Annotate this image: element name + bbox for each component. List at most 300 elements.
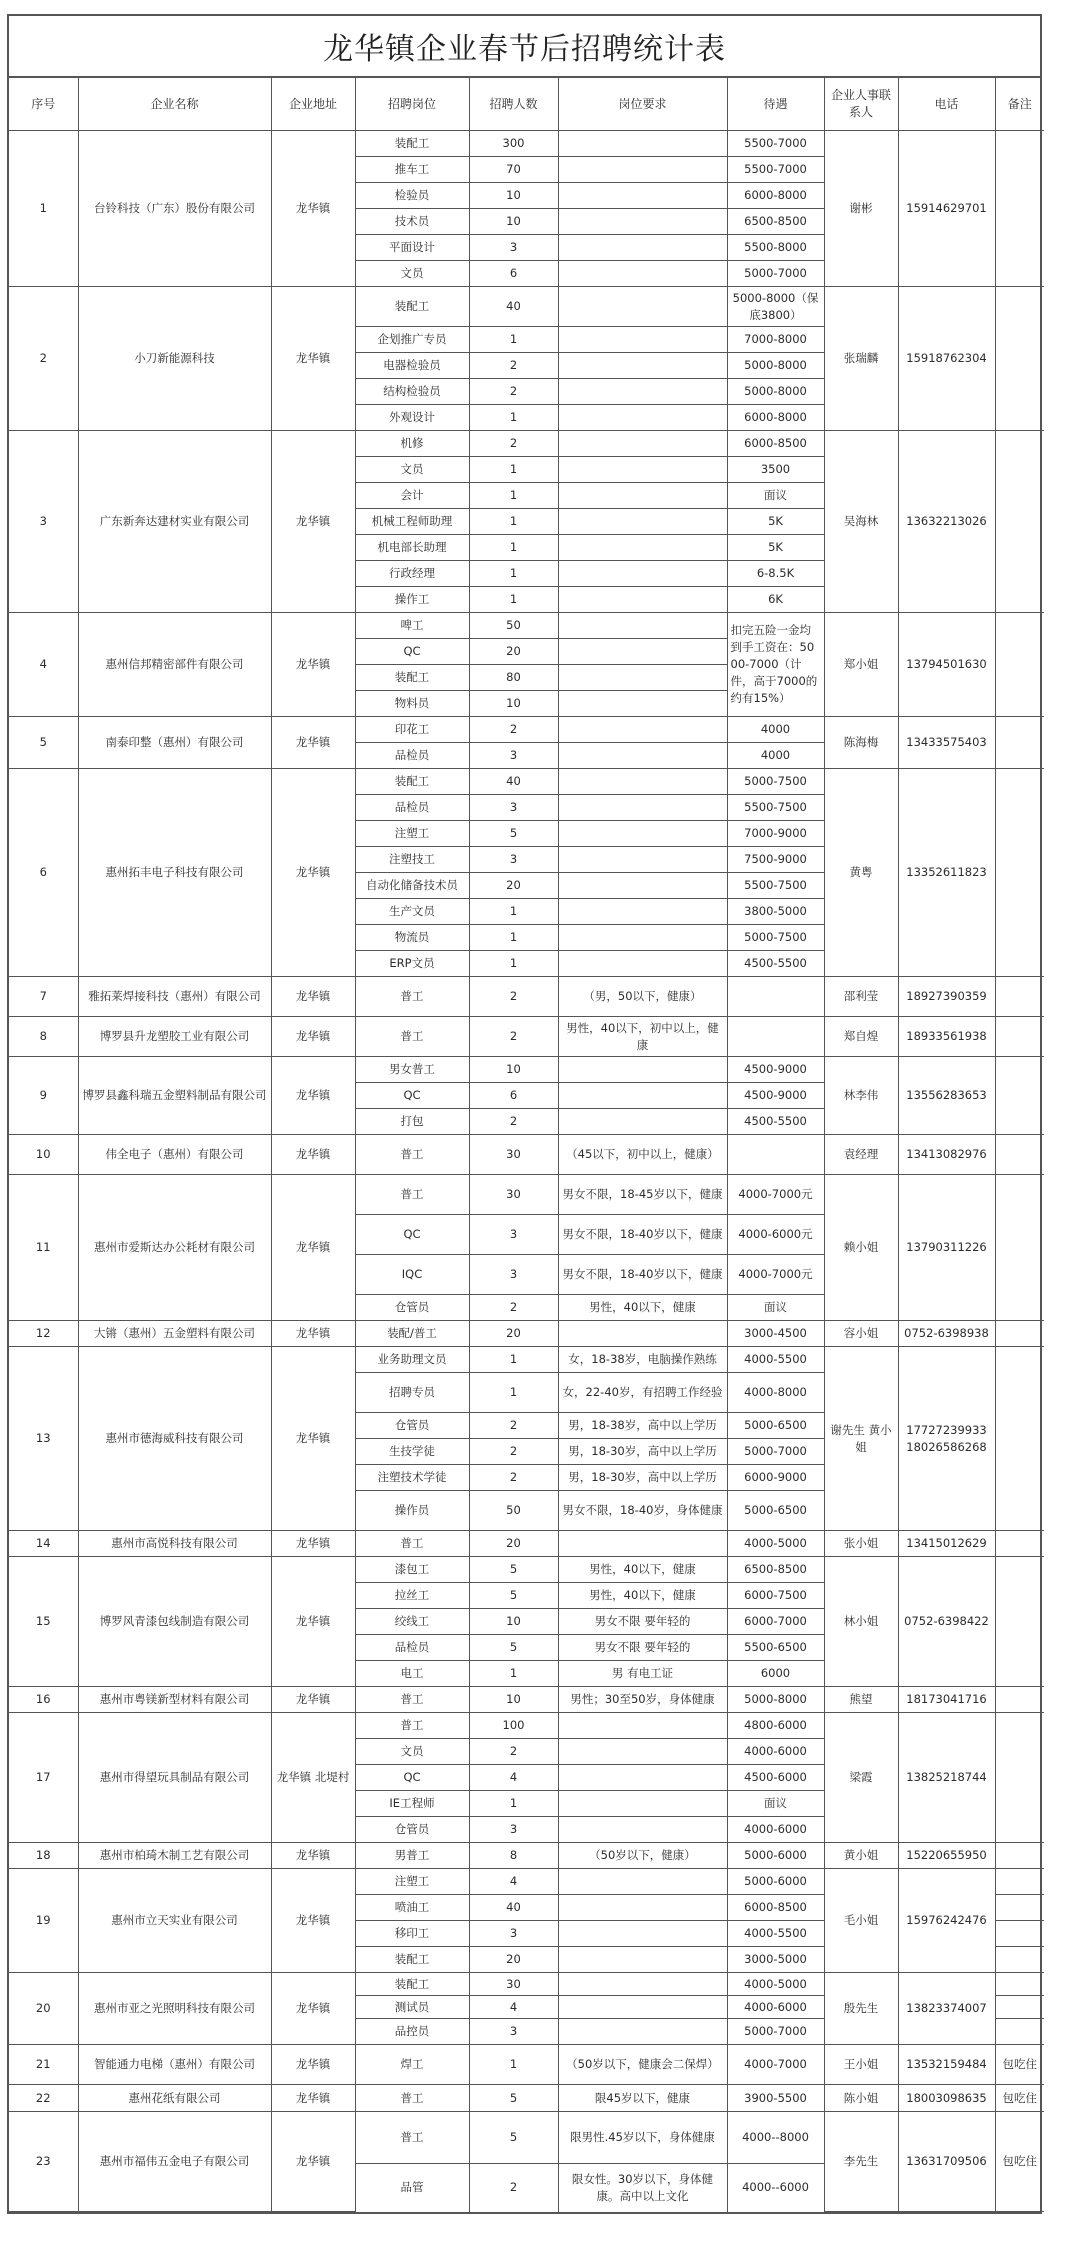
cell-position: 推车工: [355, 157, 469, 183]
cell-count: 4: [469, 1996, 558, 2019]
cell-position: 喷油工: [355, 1895, 469, 1921]
cell-pay: [727, 977, 824, 1017]
cell-pay: 5500-7500: [727, 795, 824, 821]
cell-count: 1: [469, 561, 558, 587]
cell-requirement: 女，22-40岁，有招聘工作经验: [558, 1373, 727, 1413]
cell-note: [995, 1135, 1044, 1175]
cell-count: 1: [469, 509, 558, 535]
table-row: [9, 1135, 1044, 1175]
cell-requirement: [558, 405, 727, 431]
cell-position: 拉丝工: [355, 1583, 469, 1609]
cell-pay: 4000-5000: [727, 1531, 824, 1557]
cell-count: 10: [469, 1057, 558, 1083]
cell-requirement: （45以下，初中以上，健康）: [558, 1135, 727, 1175]
cell-requirement: [558, 665, 727, 691]
cell-pay: 5500-7500: [727, 873, 824, 899]
cell-contact: 郑自煌: [824, 1017, 898, 1057]
cell-seq: 8: [9, 1017, 78, 1057]
cell-note: [995, 1347, 1044, 1531]
cell-pay: [727, 1135, 824, 1175]
cell-contact: 张小姐: [824, 1531, 898, 1557]
cell-company-name: 大锵（惠州）五金塑料有限公司: [78, 1321, 271, 1347]
cell-pay: 6000-8000: [727, 405, 824, 431]
cell-requirement: 男性；30至50岁，身体健康: [558, 1687, 727, 1713]
table-row: [9, 1531, 1044, 1557]
cell-address: 龙华镇: [271, 1869, 355, 1973]
cell-seq: 16: [9, 1687, 78, 1713]
cell-contact: 谢先生 黄小姐: [824, 1347, 898, 1531]
cell-company-name: 惠州市粤镁新型材料有限公司: [78, 1687, 271, 1713]
table-row: [9, 769, 1044, 795]
cell-count: 2: [469, 977, 558, 1017]
table-row: [9, 131, 1044, 157]
cell-company-name: 惠州市得望玩具制品有限公司: [78, 1713, 271, 1843]
cell-requirement: [558, 1713, 727, 1739]
cell-seq: 15: [9, 1557, 78, 1687]
cell-count: 4: [469, 1765, 558, 1791]
cell-position: 文员: [355, 1739, 469, 1765]
cell-requirement: [558, 1083, 727, 1109]
cell-requirement: [558, 1765, 727, 1791]
cell-count: 3: [469, 1817, 558, 1843]
cell-contact: 梁霞: [824, 1713, 898, 1843]
cell-count: 2: [469, 353, 558, 379]
cell-requirement: [558, 1921, 727, 1947]
cell-position: 品检员: [355, 743, 469, 769]
cell-pay: 6K: [727, 587, 824, 613]
cell-position: QC: [355, 1215, 469, 1255]
cell-pay: 4800-6000: [727, 1713, 824, 1739]
cell-contact: 袁经理: [824, 1135, 898, 1175]
cell-position: 注塑技术学徒: [355, 1465, 469, 1491]
cell-requirement: 男女不限，18-45岁以下，健康: [558, 1175, 727, 1215]
cell-seq: 19: [9, 1869, 78, 1973]
cell-company-name: 惠州拓丰电子科技有限公司: [78, 769, 271, 977]
cell-seq: 11: [9, 1175, 78, 1321]
cell-position: QC: [355, 1083, 469, 1109]
cell-position: 绞线工: [355, 1609, 469, 1635]
cell-requirement: [558, 483, 727, 509]
cell-pay: 4000-6000: [727, 1739, 824, 1765]
cell-count: 3: [469, 847, 558, 873]
cell-count: 1: [469, 405, 558, 431]
cell-pay: 5000-8000: [727, 353, 824, 379]
cell-count: 6: [469, 261, 558, 287]
cell-pay: 5500-6500: [727, 1635, 824, 1661]
cell-count: 2: [469, 1413, 558, 1439]
cell-contact: 容小姐: [824, 1321, 898, 1347]
cell-position: 技术员: [355, 209, 469, 235]
cell-position: 会计: [355, 483, 469, 509]
cell-seq: 4: [9, 613, 78, 717]
cell-position: 企划推广专员: [355, 327, 469, 353]
cell-pay: 5000-6500: [727, 1491, 824, 1531]
cell-requirement: [558, 1869, 727, 1895]
cell-phone: 18173041716: [898, 1687, 995, 1713]
header-seq: 序号: [9, 78, 78, 131]
cell-count: 30: [469, 1973, 558, 1996]
cell-address: 龙华镇 北堤村: [271, 1713, 355, 1843]
cell-count: 70: [469, 157, 558, 183]
cell-count: 3: [469, 1921, 558, 1947]
table-row: [9, 1713, 1044, 1739]
cell-count: 1: [469, 535, 558, 561]
cell-position: 自动化储备技术员: [355, 873, 469, 899]
cell-position: ERP文员: [355, 951, 469, 977]
cell-requirement: 男性，40以下，健康: [558, 1295, 727, 1321]
cell-count: 6: [469, 1083, 558, 1109]
cell-pay: 5500-8000: [727, 235, 824, 261]
cell-pay: 3000-5000: [727, 1947, 824, 1973]
cell-count: 5: [469, 821, 558, 847]
cell-position: 品检员: [355, 795, 469, 821]
cell-count: 3: [469, 2019, 558, 2045]
cell-count: 10: [469, 691, 558, 717]
cell-company-name: 伟全电子（惠州）有限公司: [78, 1135, 271, 1175]
table-row: [9, 1687, 1044, 1713]
cell-pay: 4000-5500: [727, 1921, 824, 1947]
cell-phone: 13825218744: [898, 1713, 995, 1843]
cell-requirement: 男性，40以下，健康: [558, 1557, 727, 1583]
cell-count: 1: [469, 327, 558, 353]
cell-requirement: （50岁以下，健康会二保焊）: [558, 2045, 727, 2085]
cell-pay: 5000-6000: [727, 1843, 824, 1869]
cell-note: [995, 717, 1044, 769]
cell-count: 3: [469, 235, 558, 261]
cell-address: 龙华镇: [271, 1057, 355, 1135]
cell-count: 30: [469, 1135, 558, 1175]
cell-position: 仓管员: [355, 1413, 469, 1439]
cell-requirement: 限女性。30岁以下，身体健康。高中以上文化: [558, 2164, 727, 2212]
header-note: 备注: [995, 78, 1044, 131]
cell-position: 普工: [355, 2112, 469, 2164]
cell-note: 包吃住: [995, 2085, 1044, 2112]
table-row: [9, 2112, 1044, 2164]
cell-requirement: 限男性.45岁以下，身体健康: [558, 2112, 727, 2164]
cell-position: 机电部长助理: [355, 535, 469, 561]
header-phone: 电话: [898, 78, 995, 131]
cell-pay: 3900-5500: [727, 2085, 824, 2112]
cell-count: 3: [469, 743, 558, 769]
cell-address: 龙华镇: [271, 977, 355, 1017]
cell-count: 2: [469, 1739, 558, 1765]
sheet-title: 龙华镇企业春节后招聘统计表: [9, 16, 1040, 78]
cell-requirement: [558, 1739, 727, 1765]
cell-requirement: [558, 925, 727, 951]
cell-phone: 15220655950: [898, 1843, 995, 1869]
table-row: [9, 1017, 1044, 1057]
cell-position: 印花工: [355, 717, 469, 743]
cell-contact: 郑小姐: [824, 613, 898, 717]
cell-position: 物料员: [355, 691, 469, 717]
cell-requirement: 男女不限，18-40岁以下，健康: [558, 1255, 727, 1295]
cell-pay: 4000-6000: [727, 1996, 824, 2019]
cell-pay: 4500-5500: [727, 1109, 824, 1135]
cell-position: 操作工: [355, 587, 469, 613]
cell-pay: 6500-8500: [727, 1557, 824, 1583]
cell-count: 4: [469, 1869, 558, 1895]
cell-requirement: [558, 691, 727, 717]
table-row: [9, 1869, 1044, 1895]
cell-pay: 5000-6000: [727, 1869, 824, 1895]
cell-company-name: 惠州信邦精密部件有限公司: [78, 613, 271, 717]
cell-count: 5: [469, 2112, 558, 2164]
cell-address: 龙华镇: [271, 2045, 355, 2085]
cell-pay: 4000-8000: [727, 1373, 824, 1413]
cell-requirement: [558, 873, 727, 899]
cell-pay: 5000-7500: [727, 769, 824, 795]
cell-requirement: [558, 821, 727, 847]
table-row: [9, 1057, 1044, 1083]
cell-requirement: [558, 847, 727, 873]
cell-company-name: 博罗县升龙塑胶工业有限公司: [78, 1017, 271, 1057]
cell-pay: 6000-7500: [727, 1583, 824, 1609]
cell-note: [995, 613, 1044, 717]
cell-pay: 5000-6500: [727, 1413, 824, 1439]
cell-requirement: [558, 1895, 727, 1921]
cell-phone: 13415012629: [898, 1531, 995, 1557]
cell-requirement: 女，18-38岁，电脑操作熟练: [558, 1347, 727, 1373]
cell-requirement: [558, 899, 727, 925]
cell-count: 300: [469, 131, 558, 157]
table-row: [9, 1175, 1044, 1215]
cell-pay: 6000-8000: [727, 183, 824, 209]
cell-note: [995, 1973, 1044, 1996]
cell-position: 行政经理: [355, 561, 469, 587]
cell-position: QC: [355, 1765, 469, 1791]
cell-address: 龙华镇: [271, 131, 355, 287]
cell-pay: 7000-8000: [727, 327, 824, 353]
cell-count: 40: [469, 769, 558, 795]
cell-note: [995, 131, 1044, 287]
cell-company-name: 博罗风青漆包线制造有限公司: [78, 1557, 271, 1687]
cell-count: 1: [469, 587, 558, 613]
cell-pay: 4000--6000: [727, 2164, 824, 2212]
cell-position: 测试员: [355, 1996, 469, 2019]
cell-position: 普工: [355, 1135, 469, 1175]
table-row: [9, 1843, 1044, 1869]
cell-count: 1: [469, 1347, 558, 1373]
cell-address: 龙华镇: [271, 2085, 355, 2112]
cell-contact: 李先生: [824, 2112, 898, 2212]
cell-position: 移印工: [355, 1921, 469, 1947]
cell-pay: 6000-9000: [727, 1465, 824, 1491]
cell-company-name: 广东新奔达建材实业有限公司: [78, 431, 271, 613]
cell-pay: 5K: [727, 535, 824, 561]
cell-company-name: 惠州市亚之光照明科技有限公司: [78, 1973, 271, 2045]
cell-count: 100: [469, 1713, 558, 1739]
cell-requirement: [558, 261, 727, 287]
cell-seq: 20: [9, 1973, 78, 2045]
cell-count: 2: [469, 1465, 558, 1491]
cell-position: 普工: [355, 1713, 469, 1739]
cell-position: 结构检验员: [355, 379, 469, 405]
cell-position: 外观设计: [355, 405, 469, 431]
cell-address: 龙华镇: [271, 2112, 355, 2212]
cell-pay: 3500: [727, 457, 824, 483]
cell-seq: 12: [9, 1321, 78, 1347]
cell-pay: 面议: [727, 1295, 824, 1321]
table-row: [9, 717, 1044, 743]
cell-pay: 6-8.5K: [727, 561, 824, 587]
cell-requirement: [558, 743, 727, 769]
cell-note: [995, 1996, 1044, 2019]
cell-seq: 13: [9, 1347, 78, 1531]
cell-note: [995, 431, 1044, 613]
cell-seq: 10: [9, 1135, 78, 1175]
cell-position: 品检员: [355, 1635, 469, 1661]
cell-pay: 5000-7000: [727, 1439, 824, 1465]
cell-count: 3: [469, 1215, 558, 1255]
cell-position: 机械工程师助理: [355, 509, 469, 535]
cell-count: 2: [469, 1439, 558, 1465]
cell-requirement: [558, 769, 727, 795]
header-address: 企业地址: [271, 78, 355, 131]
cell-phone: 15976242476: [898, 1869, 995, 1973]
cell-requirement: [558, 1531, 727, 1557]
cell-position: 文员: [355, 457, 469, 483]
cell-seq: 23: [9, 2112, 78, 2212]
cell-position: 漆包工: [355, 1557, 469, 1583]
cell-requirement: 男性，40以下，健康: [558, 1583, 727, 1609]
cell-note: [995, 1869, 1044, 1895]
cell-count: 1: [469, 2045, 558, 2085]
cell-position: 平面设计: [355, 235, 469, 261]
cell-company-name: 惠州市福伟五金电子有限公司: [78, 2112, 271, 2212]
cell-requirement: 男，18-30岁，高中以上学历: [558, 1439, 727, 1465]
cell-note: [995, 1843, 1044, 1869]
cell-phone: 0752-6398938: [898, 1321, 995, 1347]
cell-pay: 5000-7500: [727, 925, 824, 951]
cell-requirement: [558, 2019, 727, 2045]
cell-requirement: [558, 1947, 727, 1973]
cell-count: 2: [469, 1295, 558, 1321]
cell-position: 装配工: [355, 665, 469, 691]
cell-position: 装配工: [355, 1973, 469, 1996]
cell-requirement: 男女不限 要年轻的: [558, 1609, 727, 1635]
cell-company-name: 惠州市高悦科技有限公司: [78, 1531, 271, 1557]
cell-count: 20: [469, 639, 558, 665]
cell-position: 装配/普工: [355, 1321, 469, 1347]
cell-requirement: [558, 327, 727, 353]
cell-pay: 4000--8000: [727, 2112, 824, 2164]
cell-requirement: [558, 1057, 727, 1083]
cell-contact: 黄小姐: [824, 1843, 898, 1869]
cell-position: 生产文员: [355, 899, 469, 925]
cell-pay: 5K: [727, 509, 824, 535]
cell-position: 装配工: [355, 131, 469, 157]
cell-contact: 谢彬: [824, 131, 898, 287]
cell-phone: 13823374007: [898, 1973, 995, 2045]
cell-phone: 0752-6398422: [898, 1557, 995, 1687]
header-company: 企业名称: [78, 78, 271, 131]
cell-address: 龙华镇: [271, 613, 355, 717]
cell-count: 20: [469, 1947, 558, 1973]
recruitment-sheet: [7, 14, 1042, 2214]
table-row: [9, 977, 1044, 1017]
cell-count: 2: [469, 1017, 558, 1057]
cell-requirement: 男，18-38岁，高中以上学历: [558, 1413, 727, 1439]
header-requirement: 岗位要求: [558, 78, 727, 131]
cell-seq: 7: [9, 977, 78, 1017]
cell-count: 40: [469, 1895, 558, 1921]
cell-count: 3: [469, 1255, 558, 1295]
cell-address: 龙华镇: [271, 717, 355, 769]
cell-note: [995, 1321, 1044, 1347]
cell-contact: 王小姐: [824, 2045, 898, 2085]
cell-seq: 17: [9, 1713, 78, 1843]
cell-company-name: 台铃科技（广东）股份有限公司: [78, 131, 271, 287]
cell-pay: 面议: [727, 483, 824, 509]
cell-pay: 3800-5000: [727, 899, 824, 925]
cell-position: 普工: [355, 1017, 469, 1057]
cell-count: 80: [469, 665, 558, 691]
cell-position: 仓管员: [355, 1817, 469, 1843]
table-row: [9, 2085, 1044, 2112]
cell-pay: 4000-7000元: [727, 1255, 824, 1295]
cell-position: 品控员: [355, 2019, 469, 2045]
cell-count: 20: [469, 1531, 558, 1557]
header-row: [9, 78, 1044, 131]
cell-pay: 4000-5000: [727, 1973, 824, 1996]
cell-count: 1: [469, 483, 558, 509]
table-row: [9, 613, 1044, 639]
cell-pay: 4000-5500: [727, 1347, 824, 1373]
cell-pay: 4000-7000元: [727, 1175, 824, 1215]
table-row: [9, 2045, 1044, 2085]
cell-requirement: 男，18-30岁，高中以上学历: [558, 1465, 727, 1491]
cell-note: [995, 1017, 1044, 1057]
cell-address: 龙华镇: [271, 1135, 355, 1175]
cell-note: [995, 287, 1044, 431]
cell-phone: 13433575403: [898, 717, 995, 769]
cell-position: 招聘专员: [355, 1373, 469, 1413]
cell-address: 龙华镇: [271, 1843, 355, 1869]
cell-address: 龙华镇: [271, 1531, 355, 1557]
table-row: [9, 1321, 1044, 1347]
cell-phone: 18927390359: [898, 977, 995, 1017]
cell-requirement: [558, 431, 727, 457]
cell-position: 操作员: [355, 1491, 469, 1531]
cell-phone: 18003098635: [898, 2085, 995, 2112]
cell-address: 龙华镇: [271, 1321, 355, 1347]
cell-position: IQC: [355, 1255, 469, 1295]
cell-requirement: 男女不限，18-40岁，身体健康: [558, 1491, 727, 1531]
cell-requirement: [558, 235, 727, 261]
header-position: 招聘岗位: [355, 78, 469, 131]
cell-count: 1: [469, 899, 558, 925]
cell-count: 2: [469, 431, 558, 457]
cell-note: [995, 1687, 1044, 1713]
cell-position: 文员: [355, 261, 469, 287]
cell-seq: 1: [9, 131, 78, 287]
cell-position: 男普工: [355, 1843, 469, 1869]
cell-pay: 面议: [727, 1791, 824, 1817]
cell-requirement: [558, 951, 727, 977]
cell-requirement: [558, 1791, 727, 1817]
cell-position: 普工: [355, 1687, 469, 1713]
cell-requirement: [558, 209, 727, 235]
cell-pay: 4500-9000: [727, 1057, 824, 1083]
cell-position: 装配工: [355, 1947, 469, 1973]
table-row: [9, 431, 1044, 457]
cell-position: 注塑工: [355, 821, 469, 847]
cell-pay: 5500-7000: [727, 157, 824, 183]
cell-position: 电器检验员: [355, 353, 469, 379]
cell-count: 10: [469, 1609, 558, 1635]
cell-address: 龙华镇: [271, 1017, 355, 1057]
cell-phone: 13413082976: [898, 1135, 995, 1175]
